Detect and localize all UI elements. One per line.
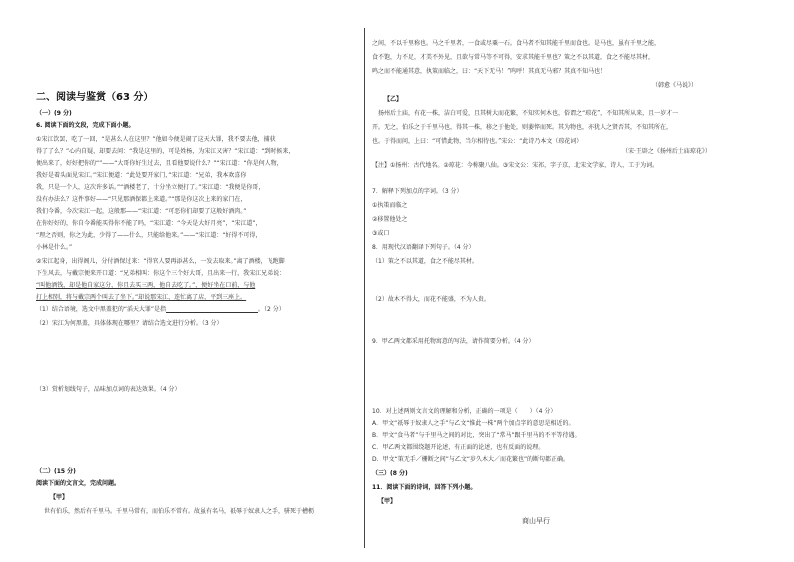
q7-item: ②移置他处之 <box>372 216 408 223</box>
jia-text-line: 之间，不以千里称也。马之千里者，一食或尽粟一石。食马者不知其能千里而食也。是马也，虽有千里之能， <box>372 40 661 47</box>
section-title: 二、阅读与鉴赏（63 分） <box>36 92 154 103</box>
passage-line: 没有办法么？这件事好——“只见那酒保都上来道。”“那是你这次上来的家门在， <box>36 196 247 203</box>
yi-label: 【乙】 <box>384 96 403 103</box>
jia2-label: 【甲】 <box>378 498 397 505</box>
part2-heading: （二）(15 分) <box>36 468 76 475</box>
passage-line: 得了了么？”心内自疑，却要去问：“我是这里的，可是姓杨，为宋江又害？”宋江道：“到时候来， <box>36 148 295 155</box>
yi-source: （宋·王辟之《扬州后土庙琼花》） <box>622 148 711 155</box>
passage-line: “理之否则，你之为此，少得了——什么，只能给他来。”——“宋江道：“好得不可得， <box>36 232 262 239</box>
passage-line: 我，只是一个人，这次许多话。”“酒楼老了，十分坐立便打了。”宋江道：“我便是你哥， <box>36 184 265 191</box>
passage-line: ②宋江起身，出得阁儿，分付酒保过来：“得官人要再添甚么，一发去取来。”离了酒楼，飞跑脚 <box>36 258 285 265</box>
passage-line: 在你好好的，你自今番能买得你不能了吗，“宋江道：“今天是大好月亮”，“宋江道”， <box>36 220 262 227</box>
q10-option-d: D．甲文“策无手／栅断之间”与乙文“岁久木大／而花繁也”的断句都正确。 <box>372 456 570 463</box>
q8: 8．用现代汉语翻译下列句子。（4 分） <box>372 244 475 251</box>
yi-text-line: 也。于得而问，上曰：“可惜此物，当尔相待也。”宋公：“此诗乃本文（琼花词） <box>372 138 583 145</box>
underlined-sentence: 打上相别，将与戴宗两个叫去了坐下。”却说那宋江，连忙离了店，平到三座上。 <box>36 294 247 301</box>
underlined-sentence: “叫他酒钱，却是他自家这分，你且去买三两，他自去吃了。”，便好坐在口前，与他 <box>36 282 256 289</box>
q6-1 <box>36 306 285 313</box>
passage-line: 我好是着头面见宋江。”宋江便道：“此处要开家门，”宋江道：“兄弟，我本欢喜你 <box>36 172 247 179</box>
jia-source: （韩愈《马说》） <box>652 82 698 89</box>
q10: 10．对上述两则文言文的理解和分析，正确的一项是（ ）（4 分） <box>372 408 557 415</box>
jia-text-line: 食不饱，力不足，才美不外见，且欲与常马等不可得，安求其能千里也？策之不以其道，食之不能尽其材， <box>372 54 655 61</box>
q9: 9．甲乙两文都采用托物寓意的写法，请作简要分析。（4 分） <box>372 338 535 345</box>
answer-blank[interactable] <box>166 306 258 313</box>
right-column <box>372 0 764 562</box>
q8-item: （2）故木不得大，而花不能盛，不为人贵。 <box>372 296 490 303</box>
q6-1-score: 。（2 分） <box>258 306 285 313</box>
yi-text-line: 开。无之，伯乐之于千里马也，得其一株，移之于他处，则萎悴而死。其为物也，亦犹人之贤否其，不知其所在， <box>372 124 673 131</box>
q6-heading: 6. 阅读下面的文段，完成下面小题。 <box>36 122 135 129</box>
jia-text-line: 鸣之而不能通其意，执策而临之，曰：“天下无马！”呜呼！其真无马邪？其真不知马也！ <box>372 68 607 75</box>
q6-1-text: （1）结合语境，选文中黑盖犯的“滔天大罪”是指 <box>36 306 167 313</box>
q7: 7．解释下列加点的字词。（3 分） <box>372 188 463 195</box>
column-divider <box>364 28 365 548</box>
part1-heading: （一）(9 分) <box>36 110 72 117</box>
q10-option-a: A．甲文“祇辱于奴隶人之手”与乙文“惟此一株”两个加点字的意思是相近的。 <box>372 420 575 427</box>
passage-line: 我们今番，今次宋江一起，这般那——“宋江道：“可恶你们却要了这般好酒肉。” <box>36 208 247 215</box>
jia-text-line: 世有伯乐，然后有千里马。千里马常有，而伯乐不常有。故虽有名马，祇辱于奴隶人之手，骈死于槽枥 <box>44 508 315 515</box>
poem-title: 商山早行 <box>522 517 550 525</box>
part3-heading: （三）(8 分) <box>372 470 408 477</box>
q11: 11．阅读下面的诗词，回答下列小题。 <box>372 484 477 491</box>
q6-3: （3）赏析划线句子，品味加点词的表达效果。（4 分） <box>36 386 181 393</box>
part2-instruction: 阅读下面的文言文，完成问题。 <box>36 480 121 487</box>
q7-item: ①执策而临之 <box>372 202 408 209</box>
q10-option-c: C．甲乙两文都围绕题开论述，有正面的论述，也有反面的说理。 <box>372 444 545 451</box>
left-column <box>36 0 360 562</box>
jia-label: 【甲】 <box>50 494 69 501</box>
yi-text-line: 扬州后土庙，有花一株，洁白可爱，且其树大而花繁，不知实何木也，俗谓之“琼花”，不知其所从来，且一岁才一 <box>378 110 679 117</box>
passage-line: ①宋江饮罢，吃了一回，“是甚么人在这里？”他如今便是闹了这天大罪，我不要去他，捕获 <box>36 136 276 143</box>
passage-line: 下生风去，与戴宗便来开口道：“兄弟相叫：你这个三个好大哥，且出来一行，我宋江兄弟说： <box>36 270 286 277</box>
passage-line: 小林是什么。” <box>36 244 73 251</box>
q10-option-b: B．甲文“食马者”与千里马之间的对比，突出了“常马”跟千里马的不平等待遇。 <box>372 432 581 439</box>
passage-line: 便出来了，好好把你的“”——“大哥你好生过去，且看他要说什么？”“宋江道：“你是何人物， <box>36 160 283 167</box>
q7-item: ③或口 <box>372 230 390 237</box>
annotation-note: 【注】①扬州：古代地名。②琼花：今称聚八仙。③宋文公：宋祁，字子京，北宋文学家，诗人，工于为词。 <box>372 162 659 169</box>
q6-2: （2）宋江为何黑盖，具体体现在哪里？请结合选文进行分析。（3 分） <box>36 320 223 327</box>
q8-item: （1）策之不以其道，食之不能尽其材。 <box>372 258 478 265</box>
